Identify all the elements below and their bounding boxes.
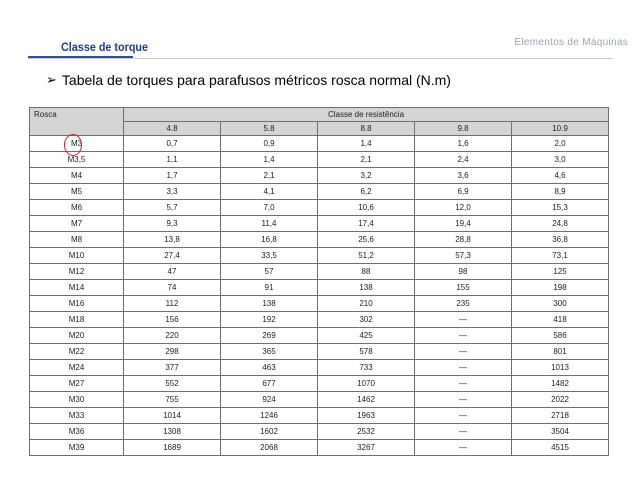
- torque-cell: 463: [221, 360, 318, 376]
- table-row: [30, 376, 609, 392]
- torque-cell: 33,5: [221, 248, 318, 264]
- table-row: [30, 200, 609, 216]
- rosca-cell: M39: [30, 440, 124, 456]
- torque-cell: 3,6: [415, 168, 512, 184]
- torque-cell: 210: [318, 296, 415, 312]
- torque-cell: 2,0: [512, 136, 609, 152]
- table-row: [30, 184, 609, 200]
- torque-cell: 138: [221, 296, 318, 312]
- torque-cell: 1,6: [415, 136, 512, 152]
- torque-cell: 302: [318, 312, 415, 328]
- torque-cell: 6,2: [318, 184, 415, 200]
- torque-cell: 3504: [512, 424, 609, 440]
- torque-cell: 57,3: [415, 248, 512, 264]
- table-row: [30, 312, 609, 328]
- torque-cell: 2532: [318, 424, 415, 440]
- torque-cell: 4,6: [512, 168, 609, 184]
- torque-cell: 2,4: [415, 152, 512, 168]
- torque-cell: 57: [221, 264, 318, 280]
- torque-cell: 27,4: [124, 248, 221, 264]
- torque-cell: 269: [221, 328, 318, 344]
- torque-cell: 10,6: [318, 200, 415, 216]
- torque-cell: 3,3: [124, 184, 221, 200]
- torque-cell: —: [415, 344, 512, 360]
- torque-cell: 5,7: [124, 200, 221, 216]
- torque-cell: 1,4: [221, 152, 318, 168]
- torque-cell: 1462: [318, 392, 415, 408]
- torque-cell: 28,8: [415, 232, 512, 248]
- rosca-cell: M5: [30, 184, 124, 200]
- torque-cell: —: [415, 408, 512, 424]
- rosca-cell: M3,5: [30, 152, 124, 168]
- table-row: [30, 440, 609, 456]
- torque-cell: 73,1: [512, 248, 609, 264]
- torque-cell: 11,4: [221, 216, 318, 232]
- torque-cell: 156: [124, 312, 221, 328]
- torque-cell: 51,2: [318, 248, 415, 264]
- table-row: [30, 296, 609, 312]
- torque-cell: 2022: [512, 392, 609, 408]
- torque-cell: 192: [221, 312, 318, 328]
- table-row: [30, 168, 609, 184]
- torque-cell: 3,2: [318, 168, 415, 184]
- rosca-cell: M16: [30, 296, 124, 312]
- table-row: [30, 248, 609, 264]
- class-group-header: Classe de resistência: [124, 108, 609, 122]
- torque-cell: 300: [512, 296, 609, 312]
- title-divider: [28, 58, 613, 59]
- subject-label: Elementos de Máquinas: [514, 37, 628, 48]
- torque-cell: 1013: [512, 360, 609, 376]
- torque-cell: 1014: [124, 408, 221, 424]
- torque-cell: 15,3: [512, 200, 609, 216]
- torque-cell: 13,8: [124, 232, 221, 248]
- torque-cell: 220: [124, 328, 221, 344]
- table-header-row: [30, 108, 609, 122]
- torque-cell: 36,8: [512, 232, 609, 248]
- torque-cell: 0,7: [124, 136, 221, 152]
- torque-cell: 74: [124, 280, 221, 296]
- rosca-cell: M7: [30, 216, 124, 232]
- torque-cell: 425: [318, 328, 415, 344]
- torque-cell: 2718: [512, 408, 609, 424]
- class-header-10-9: 10.9: [512, 122, 609, 136]
- table-row: [30, 408, 609, 424]
- torque-cell: 733: [318, 360, 415, 376]
- torque-cell: 377: [124, 360, 221, 376]
- rosca-cell: M18: [30, 312, 124, 328]
- torque-cell: 47: [124, 264, 221, 280]
- rosca-cell: M6: [30, 200, 124, 216]
- torque-cell: 112: [124, 296, 221, 312]
- rosca-cell: M10: [30, 248, 124, 264]
- torque-cell: 17,4: [318, 216, 415, 232]
- torque-cell: 2,1: [318, 152, 415, 168]
- torque-cell: 1689: [124, 440, 221, 456]
- torque-cell: 98: [415, 264, 512, 280]
- rosca-cell: M22: [30, 344, 124, 360]
- torque-cell: 91: [221, 280, 318, 296]
- torque-table: [29, 107, 609, 456]
- torque-cell: 3,0: [512, 152, 609, 168]
- table-row: [30, 360, 609, 376]
- class-header-4-8: 4.8: [124, 122, 221, 136]
- torque-cell: 7,0: [221, 200, 318, 216]
- table-row: [30, 216, 609, 232]
- torque-cell: 8,9: [512, 184, 609, 200]
- torque-cell: 2,1: [221, 168, 318, 184]
- arrow-bullet-icon: ➢: [46, 72, 57, 87]
- rosca-cell: M8: [30, 232, 124, 248]
- rosca-cell: M36: [30, 424, 124, 440]
- torque-cell: 198: [512, 280, 609, 296]
- torque-cell: —: [415, 360, 512, 376]
- torque-cell: 1,7: [124, 168, 221, 184]
- torque-cell: —: [415, 376, 512, 392]
- torque-cell: 1,1: [124, 152, 221, 168]
- torque-cell: —: [415, 392, 512, 408]
- table-row: [30, 264, 609, 280]
- torque-cell: —: [415, 312, 512, 328]
- rosca-cell: M24: [30, 360, 124, 376]
- torque-cell: 4515: [512, 440, 609, 456]
- highlight-circle: [64, 134, 82, 156]
- torque-cell: 365: [221, 344, 318, 360]
- torque-cell: 16,8: [221, 232, 318, 248]
- torque-cell: 125: [512, 264, 609, 280]
- table-body: [30, 136, 609, 456]
- torque-cell: 1,4: [318, 136, 415, 152]
- rosca-cell: M12: [30, 264, 124, 280]
- table-row: [30, 392, 609, 408]
- rosca-cell: M4: [30, 168, 124, 184]
- torque-cell: 578: [318, 344, 415, 360]
- rosca-cell: M30: [30, 392, 124, 408]
- torque-cell: 2068: [221, 440, 318, 456]
- torque-cell: 924: [221, 392, 318, 408]
- torque-cell: 801: [512, 344, 609, 360]
- torque-cell: 12,0: [415, 200, 512, 216]
- rosca-header: Rosca: [30, 108, 124, 136]
- torque-cell: 138: [318, 280, 415, 296]
- bullet-item: [46, 72, 451, 88]
- torque-cell: 9,3: [124, 216, 221, 232]
- torque-cell: —: [415, 424, 512, 440]
- torque-cell: 155: [415, 280, 512, 296]
- table-row: [30, 136, 609, 152]
- torque-cell: 755: [124, 392, 221, 408]
- torque-cell: 0,9: [221, 136, 318, 152]
- table-row: [30, 424, 609, 440]
- torque-cell: 4,1: [221, 184, 318, 200]
- class-header-5-8: 5.8: [221, 122, 318, 136]
- torque-cell: 19,4: [415, 216, 512, 232]
- table-row: [30, 328, 609, 344]
- table-row: [30, 344, 609, 360]
- torque-cell: 1482: [512, 376, 609, 392]
- table-row: [30, 280, 609, 296]
- rosca-cell: M33: [30, 408, 124, 424]
- rosca-cell: M20: [30, 328, 124, 344]
- table-row: [30, 152, 609, 168]
- rosca-cell: M14: [30, 280, 124, 296]
- torque-cell: —: [415, 440, 512, 456]
- torque-cell: 677: [221, 376, 318, 392]
- torque-cell: 1246: [221, 408, 318, 424]
- table-row: [30, 232, 609, 248]
- torque-cell: —: [415, 328, 512, 344]
- torque-cell: 1070: [318, 376, 415, 392]
- torque-cell: 6,9: [415, 184, 512, 200]
- class-header-9-8: 9.8: [415, 122, 512, 136]
- rosca-cell: M3: [30, 136, 124, 152]
- torque-cell: 1308: [124, 424, 221, 440]
- rosca-cell: M27: [30, 376, 124, 392]
- class-header-8-8: 8.8: [318, 122, 415, 136]
- torque-cell: 586: [512, 328, 609, 344]
- torque-cell: 25,6: [318, 232, 415, 248]
- bullet-text: Tabela de torques para parafusos métricos rosca normal (N.m): [61, 72, 451, 88]
- torque-cell: 24,8: [512, 216, 609, 232]
- torque-cell: 1602: [221, 424, 318, 440]
- torque-cell: 298: [124, 344, 221, 360]
- torque-cell: 235: [415, 296, 512, 312]
- torque-cell: 3267: [318, 440, 415, 456]
- section-title: Classe de torque: [61, 40, 149, 54]
- torque-cell: 552: [124, 376, 221, 392]
- torque-cell: 418: [512, 312, 609, 328]
- torque-cell: 1963: [318, 408, 415, 424]
- torque-cell: 88: [318, 264, 415, 280]
